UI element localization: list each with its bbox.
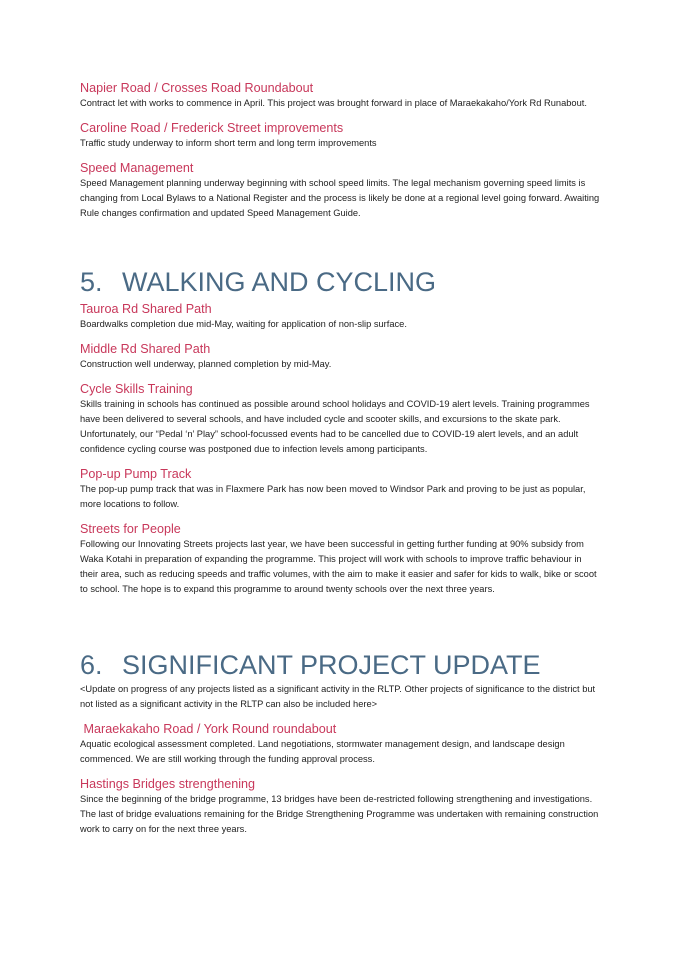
subheading: Tauroa Rd Shared Path — [80, 302, 212, 316]
section-6 — [80, 648, 600, 846]
paragraph: Boardwalks completion due mid-May, waiting for application of non-slip surface. — [80, 319, 407, 329]
item-napier-road — [80, 80, 600, 111]
paragraph: Traffic study underway to inform short term and long term improvements — [80, 138, 377, 148]
paragraph: The pop-up pump track that was in Flaxmere Park has now been moved to Windsor Park and proving to be just as popular, more locations to follow. — [80, 484, 586, 509]
section-intro: <Update on progress of any projects listed as a significant activity in the RLTP. Other projects of significance to the district but not listed as a significant activity in the RLTP can also be included here> — [80, 684, 596, 709]
item-middle-rd — [80, 341, 600, 372]
item-maraekakaho-road — [80, 721, 600, 767]
item-pump-track — [80, 466, 600, 512]
subheading: Middle Rd Shared Path — [80, 342, 211, 356]
item-speed-management — [80, 160, 600, 221]
paragraph: Skills training in schools has continued as possible around school holidays and COVID-19 alert levels. Training programmes have been delivered to several schools, and have included cycle and scooter skills, and excursions to the skate park. Unfortunately, our “Pedal ‘n’ Play” school-focussed events had to be cancelled due to COVID-19 alert levels, and an adult confidence cycling course was postponed due to infection levels among participants. — [80, 399, 590, 454]
paragraph: Following our Innovating Streets projects last year, we have been successful in getting further funding at 90% subsidy from Waka Kotahi in preparation of expanding the programme. This project will work with schools to improve traffic behaviour in their area, such as reducing speeds and traffic volumes, with the aim to make it easier and safer for kids to walk, bike or scoot to school. The hope is to expand this programme to around twenty schools over the next three years. — [80, 539, 597, 594]
item-streets-for-people — [80, 521, 600, 597]
subheading: Napier Road / Crosses Road Roundabout — [80, 81, 314, 95]
item-caroline-road — [80, 120, 600, 151]
subheading: Maraekakaho Road / York Round roundabout — [80, 722, 337, 736]
subheading: Cycle Skills Training — [80, 382, 193, 396]
section-number: 6. — [80, 650, 103, 680]
paragraph: Aquatic ecological assessment completed. Land negotiations, stormwater management design, and landscape design commenced. We are still working through the funding approval process. — [80, 739, 565, 764]
subheading: Caroline Road / Frederick Street improvements — [80, 121, 344, 135]
subheading: Hastings Bridges strengthening — [80, 777, 256, 791]
paragraph: Since the beginning of the bridge programme, 13 bridges have been de-restricted following strengthening and investigations. The last of bridge evaluations remaining for the Bridge Strengthening Programme was undertaken with remaining construction work to carry on for the next three years. — [80, 794, 599, 834]
subheading: Pop-up Pump Track — [80, 467, 192, 481]
paragraph: Construction well underway, planned completion by mid-May. — [80, 359, 332, 369]
paragraph: Contract let with works to commence in April. This project was brought forward in place of Maraekakaho/York Rd Runabout. — [80, 98, 587, 108]
paragraph: Speed Management planning underway beginning with school speed limits. The legal mechanism governing speed limits is changing from Local Bylaws to a National Register and the process is likely be done at a regional level going forward. Awaiting Rule changes confirmation and updated Speed Management Guide. — [80, 178, 600, 218]
section-heading — [80, 648, 600, 682]
item-cycle-skills — [80, 381, 600, 457]
section-heading — [80, 265, 600, 299]
section-title: WALKING AND CYCLING — [122, 267, 437, 297]
section-title: SIGNIFICANT PROJECT UPDATE — [122, 650, 541, 680]
section-number: 5. — [80, 267, 103, 297]
intro-block — [80, 80, 600, 230]
section-5 — [80, 265, 600, 606]
subheading: Speed Management — [80, 161, 194, 175]
item-tauroa-rd — [80, 301, 600, 332]
subheading: Streets for People — [80, 522, 181, 536]
item-hastings-bridges — [80, 776, 600, 837]
